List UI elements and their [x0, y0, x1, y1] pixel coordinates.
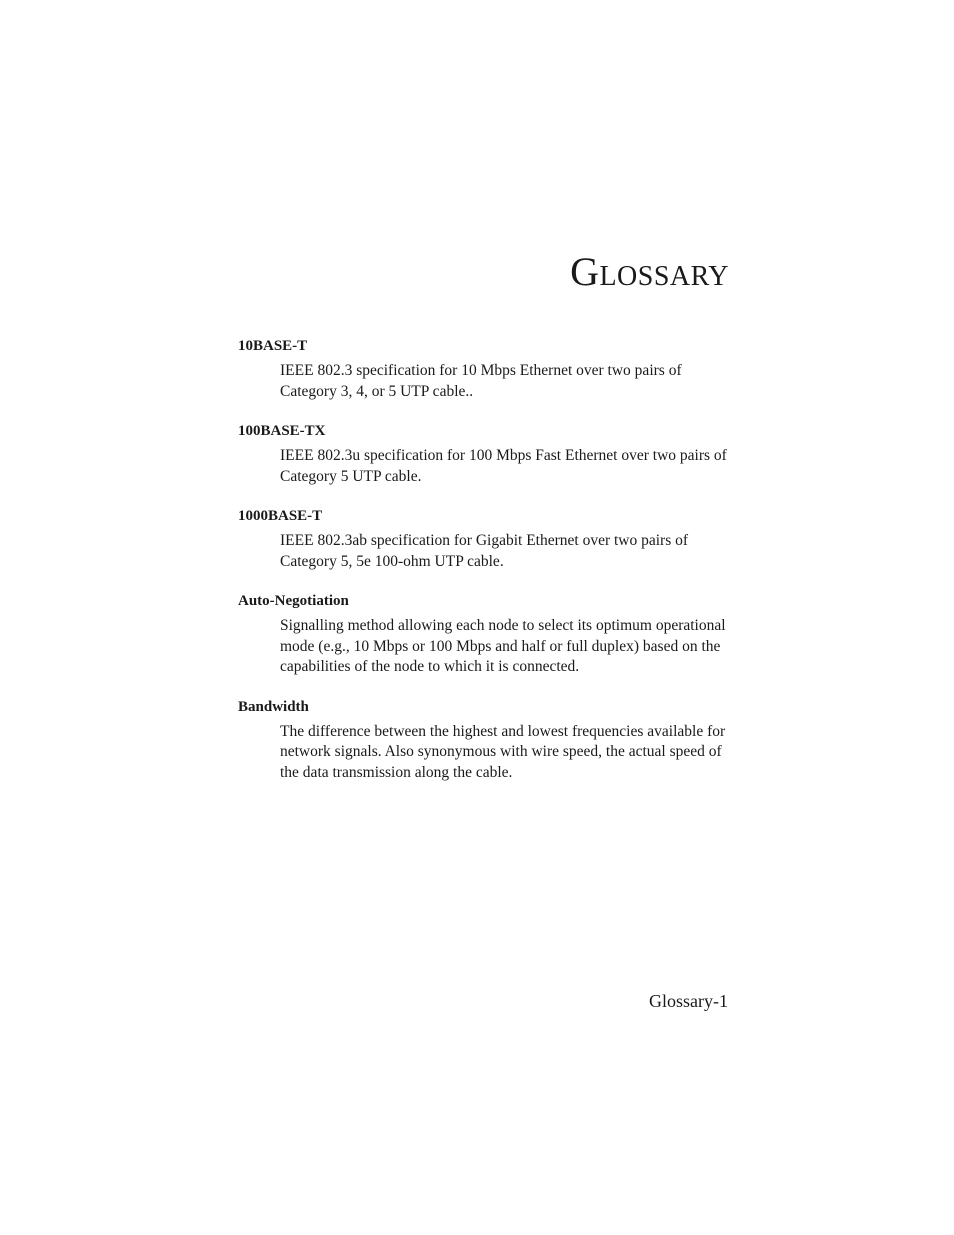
glossary-entry — [238, 422, 728, 487]
glossary-definition: IEEE 802.3 specification for 10 Mbps Ethernet over two pairs of Category 3, 4, or 5 UTP cable.. — [280, 362, 682, 400]
glossary-definition: Signalling method allowing each node to select its optimum operational mode (e.g., 10 Mbps or 100 Mbps and half or full duplex) based on the capabilities of the node to which it is connected. — [280, 617, 726, 675]
glossary-list — [238, 337, 728, 803]
glossary-term: Bandwidth — [238, 698, 309, 715]
glossary-term: 100BASE-TX — [238, 423, 326, 439]
glossary-term: Auto-Negotiation — [238, 593, 349, 609]
glossary-entry — [238, 698, 728, 784]
glossary-entry — [238, 507, 728, 572]
glossary-definition: IEEE 802.3ab specification for Gigabit Ethernet over two pairs of Category 5, 5e 100-ohm UTP cable. — [280, 532, 689, 570]
glossary-definition: IEEE 802.3u specification for 100 Mbps Fast Ethernet over two pairs of Category 5 UTP cable. — [280, 447, 727, 485]
glossary-term: 1000BASE-T — [238, 508, 323, 524]
glossary-entry — [238, 337, 728, 402]
page-number: Glossary-1 — [649, 991, 728, 1011]
page-title: Glossary — [570, 249, 729, 294]
glossary-entry — [238, 592, 728, 678]
glossary-definition: The difference between the highest and lowest frequencies available for network signals. Also synonymous with wire speed, the actual speed of the data transmission along the cable. — [280, 722, 726, 781]
glossary-term: 10BASE-T — [238, 338, 308, 354]
